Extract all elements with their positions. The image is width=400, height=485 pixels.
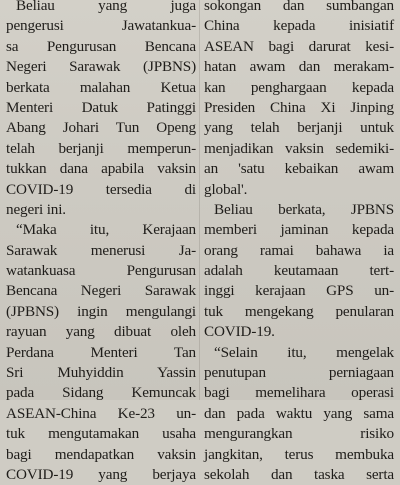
- article-line: Abang Johari Tun Openg: [6, 119, 196, 137]
- article-line: COVID-19.: [204, 323, 275, 341]
- article-line: bagi memelihara operasi: [204, 384, 394, 402]
- article-line: Bencana Negeri Sarawak: [6, 282, 196, 300]
- article-line: dan pada waktu yang sama: [204, 404, 394, 422]
- article-line: mengurangkan risiko: [204, 425, 394, 443]
- article-line: Beliau berkata, JPBNS: [214, 200, 394, 218]
- article-line: orang ramai bahawa ia: [204, 241, 394, 259]
- article-line: “Selain itu, mengelak: [214, 343, 394, 361]
- article-line: negeri ini.: [6, 200, 66, 218]
- article-line: pada Sidang Kemuncak: [6, 384, 196, 402]
- article-line: bagi mendapatkan vaksin: [6, 445, 196, 463]
- article-line: COVID-19 tersedia di: [6, 180, 196, 198]
- article-line: sokongan dan sumbangan: [204, 0, 394, 14]
- article-line: jangkitan, terus membuka: [204, 445, 394, 463]
- article-line: memberi jaminan kepada: [204, 221, 394, 239]
- article-line: Negeri Sarawak (JPBNS): [6, 58, 196, 76]
- column-divider: [199, 0, 200, 400]
- article-line: Sarawak menerusi Ja-: [6, 241, 196, 259]
- article-line: an 'satu kebaikan awam: [204, 160, 394, 178]
- article-line: watankuasa Pengurusan: [6, 262, 196, 280]
- article-line: Presiden China Xi Jinping: [204, 98, 394, 116]
- left-column: [6, 0, 196, 485]
- article-line: berkata malahan Ketua: [6, 78, 196, 96]
- article-line: sa Pengurusan Bencana: [6, 37, 196, 55]
- right-column: [204, 0, 394, 485]
- article-line: telah berjanji memperun-: [6, 139, 196, 157]
- article-line: Menteri Datuk Patinggi: [6, 98, 196, 116]
- article-line: yang telah berjanji untuk: [204, 119, 394, 137]
- article-line: Sri Muhyiddin Yassin: [6, 364, 196, 382]
- article-line: tukkan dana apabila vaksin: [6, 160, 196, 178]
- article-line: penutupan perniagaan: [204, 364, 394, 382]
- article-line: (JPBNS) ingin mengulangi: [6, 302, 196, 320]
- article-line: sekolah dan taska serta: [204, 465, 394, 483]
- article-line: Perdana Menteri Tan: [6, 343, 196, 361]
- article-line: COVID-19 yang berjaya: [6, 465, 196, 483]
- article-line: China kepada inisiatif: [204, 17, 394, 35]
- article-line: “Maka itu, Kerajaan: [16, 221, 196, 239]
- article-line: pengerusi Jawatankua-: [6, 17, 196, 35]
- article-line: hatan awam dan merakam-: [204, 58, 394, 76]
- article-line: ASEAN bagi darurat kesi-: [204, 37, 394, 55]
- article-line: menjadikan vaksin sedemiki-: [204, 139, 394, 157]
- article-line: inggi kerajaan GPS un-: [204, 282, 394, 300]
- article-line: tuk mengekang penularan: [204, 302, 394, 320]
- article-line: rayuan yang dibuat oleh: [6, 323, 196, 341]
- article-line: Beliau yang juga: [16, 0, 196, 14]
- article-line: global'.: [204, 180, 248, 198]
- article-line: adalah keutamaan tert-: [204, 262, 394, 280]
- article-line: ASEAN-China Ke-23 un-: [6, 404, 196, 422]
- article-line: tuk mengutamakan usaha: [6, 425, 196, 443]
- article-line: kan penghargaan kepada: [204, 78, 394, 96]
